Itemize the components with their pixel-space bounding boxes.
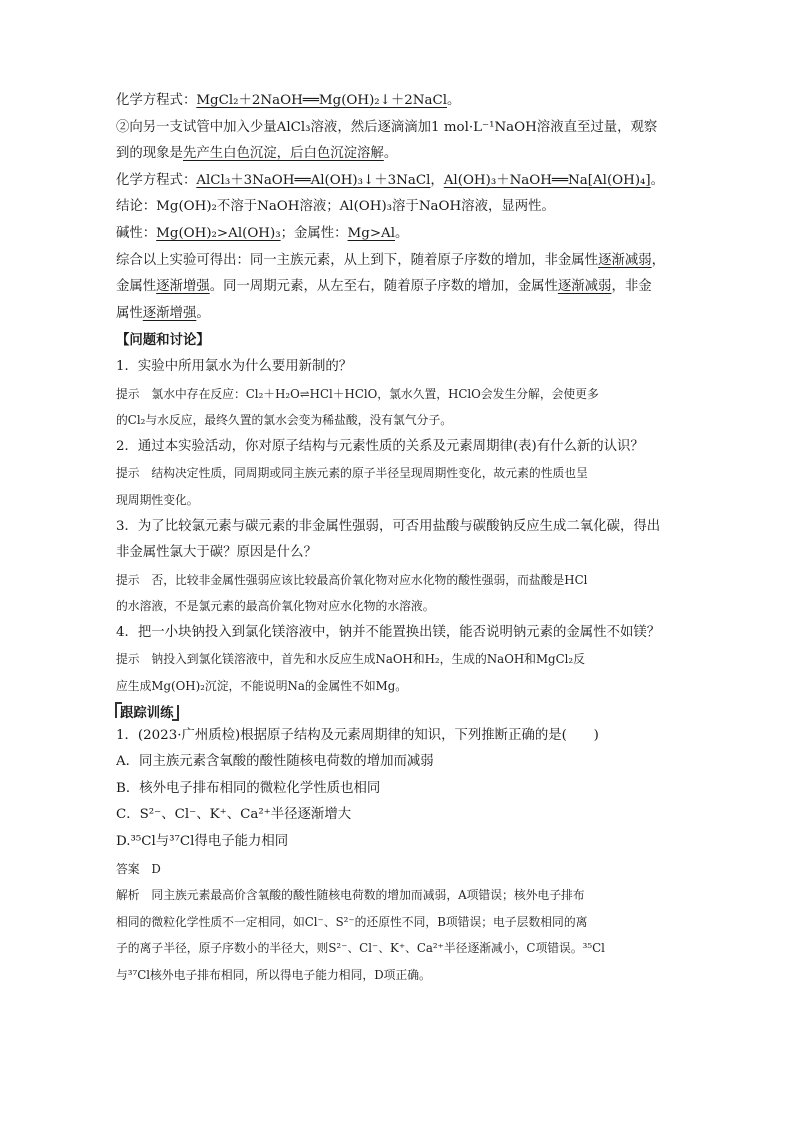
label: 化学方程式：: [116, 172, 197, 188]
question: 4．把一小块钠投入到氯化镁溶液中，钠并不能置换出镁，能否说明钠元素的金属性不如镁？: [116, 624, 661, 640]
punct: 。: [196, 305, 210, 321]
heading-text: 跟踪训练: [120, 704, 174, 721]
answer-blank: Mg>Al: [347, 225, 395, 241]
text: 属性: [116, 305, 143, 321]
answer-blank: 逐渐减弱: [598, 252, 652, 268]
option-c: C．S²⁻、Cl⁻、K⁺、Ca²⁺半径逐渐增大: [116, 807, 352, 823]
text: 金属性: [116, 279, 157, 295]
summary-line: [116, 274, 686, 301]
equation-line: [116, 88, 686, 115]
hint: 提示 结构决定性质，同周期或同主族元素的原子半径呈现周期性变化，故元素的性质也呈: [116, 466, 588, 481]
analysis: 与³⁷Cl核外电子排布相同，所以得电子能力相同，D项正确。: [116, 968, 431, 982]
analysis: 子的离子半径，原子序数小的半径大，则S²⁻、Cl⁻、K⁺、Ca²⁺半径逐渐减小，C项错误。³⁵Cl: [116, 941, 605, 956]
punct: 。: [395, 225, 409, 241]
text-line: ②向另一支试管中加入少量AlCl₃溶液，然后逐滴滴加1 mol·L⁻¹NaOH溶液直至过量，观察: [116, 119, 658, 135]
hint: 应生成Mg(OH)₂沉淀，不能说明Na的金属性不如Mg。: [116, 679, 408, 694]
text: ；金属性：: [280, 225, 348, 241]
answer-blank: 逐渐增强: [156, 279, 210, 295]
question: 1．实验中所用氯水为什么要用新制的？: [116, 358, 353, 374]
equation: AlCl₃＋3NaOH══Al(OH)₃↓＋3NaCl: [196, 172, 431, 188]
label: 化学方程式：: [116, 93, 197, 108]
hint: 提示 否，比较非金属性强弱应该比较最高价氧化物对应水化物的酸性强弱，而盐酸是HCl: [116, 572, 588, 587]
answer-blank: 逐渐增强: [142, 305, 197, 321]
hint: 提示 氯水中存在反应：Cl₂＋H₂O⇌HCl＋HClO，氯水久置，HClO会发生分解，会使更多: [116, 386, 599, 401]
text: 。同一周期元素，从左至右，随着原子序数的增加，金属性: [209, 279, 558, 295]
exercise-question: 1．(2023·广州质检)根据原子结构及元素周期律的知识，下列推断正确的是( ): [116, 727, 599, 743]
hint: 现周期性变化。: [116, 492, 199, 507]
text: 到的现象是: [116, 146, 183, 162]
option-d: D.³⁵Cl与³⁷Cl得电子能力相同: [116, 834, 289, 850]
punct: 。: [447, 93, 461, 108]
bracket-right-icon: [172, 705, 179, 721]
equation: Al(OH)₃＋NaOH══Na[Al(OH)₄]: [443, 172, 651, 188]
summary-line: [116, 248, 686, 275]
hint: 提示 钠投入到氯化镁溶液中，首先和水反应生成NaOH和H₂，生成的NaOH和MgCl₂反: [116, 652, 585, 667]
answer-blank: 先产生白色沉淀，后白色沉淀溶解: [182, 146, 384, 162]
bracket-left-icon: [115, 702, 122, 718]
basicity-line: [116, 221, 686, 248]
punct: 。: [383, 146, 398, 162]
answer-blank: Mg(OH)₂>Al(OH)₃: [156, 225, 281, 241]
observation-line: [116, 141, 686, 168]
hint: 的水溶液，不是氯元素的最高价氧化物对应水化物的水溶液。: [116, 599, 435, 614]
conclusion-line: 结论：Mg(OH)₂不溶于NaOH溶液；Al(OH)₃溶于NaOH溶液，显两性。: [116, 199, 555, 215]
punct: ，: [651, 252, 666, 268]
analysis: 解析 同主族元素最高价含氧酸的酸性随核电荷数的增加而减弱，A项错误；核外电子排布: [116, 888, 585, 903]
option-b: B．核外电子排布相同的微粒化学性质也相同: [116, 780, 381, 796]
document-page: [116, 88, 686, 989]
question: 2．通过本实验活动，你对原子结构与元素性质的关系及元素周期律(表)有什么新的认识？: [116, 438, 644, 454]
question: 3．为了比较氯元素与碳元素的非金属性强弱，可否用盐酸与碳酸钠反应生成二氧化碳，得出: [116, 518, 661, 534]
answer: 答案 D: [116, 861, 161, 876]
section-heading: 【问题和讨论】: [116, 332, 210, 349]
equation-line: [116, 168, 686, 195]
answer-blank: 逐渐减弱: [557, 279, 612, 295]
punct: 。: [650, 172, 665, 188]
punct: ，: [430, 172, 444, 188]
text: 综合以上实验可得出：同一主族元素，从上到下，随着原子序数的增加，非金属性: [116, 252, 599, 268]
analysis: 相同的微粒化学性质不一定相同，如Cl⁻、S²⁻的还原性不同，B项错误；电子层数相同的离: [116, 914, 588, 929]
track-training-heading: [116, 702, 178, 721]
question: 非金属性氯大于碳？原因是什么？: [116, 545, 317, 561]
option-a: A．同主族元素含氧酸的酸性随核电荷数的增加而减弱: [116, 754, 434, 770]
equation: MgCl₂＋2NaOH══Mg(OH)₂↓＋2NaCl: [196, 93, 448, 108]
hint: 的Cl₂与水反应，最终久置的氯水会变为稀盐酸，没有氯气分子。: [116, 413, 453, 428]
text: ，非金: [611, 279, 652, 295]
summary-line: [116, 301, 686, 328]
text: 碱性：: [116, 225, 157, 241]
